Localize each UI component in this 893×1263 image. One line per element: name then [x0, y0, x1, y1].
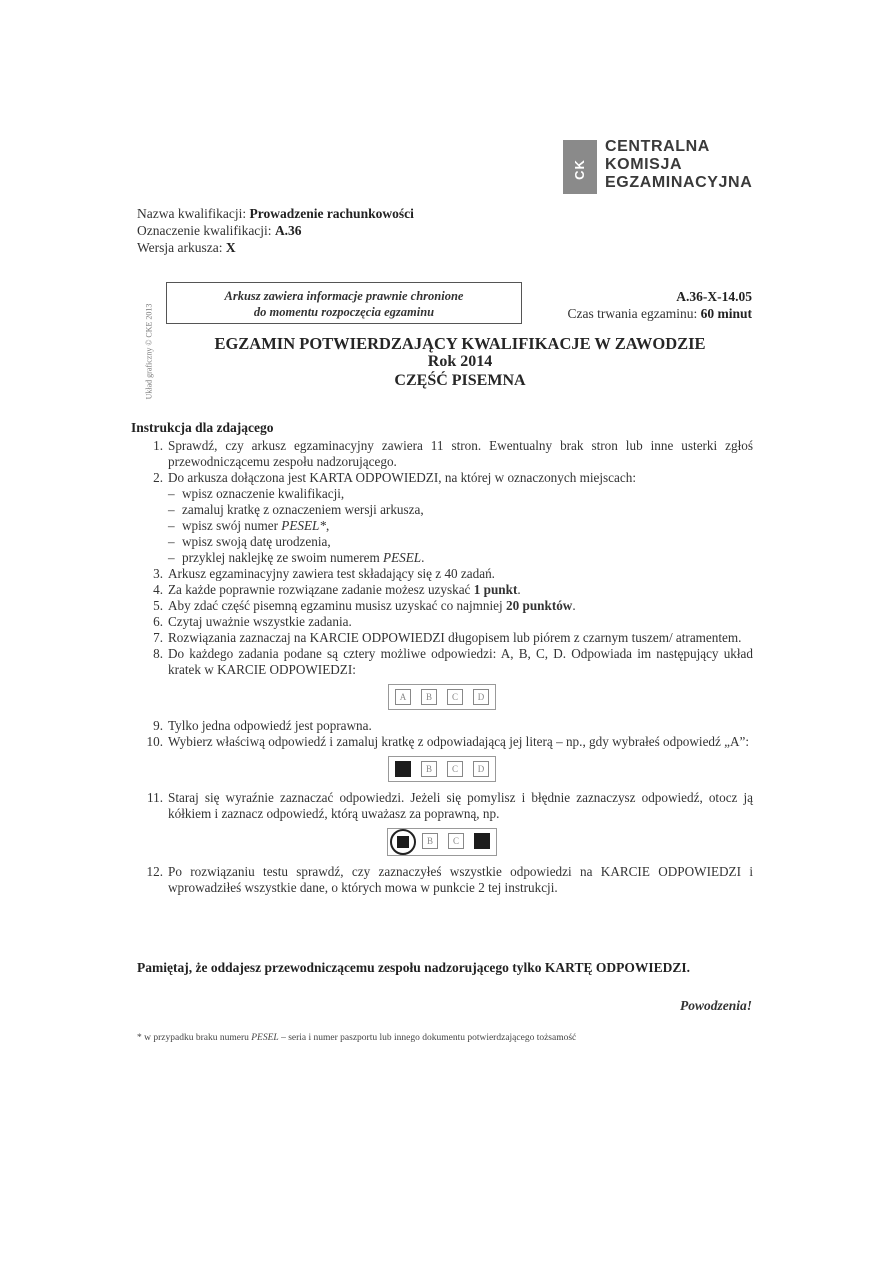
instruction-subitem: – przyklej naklejkę ze swoim numerem PESEL.	[168, 550, 425, 565]
instruction-item	[131, 614, 753, 630]
instructions-heading: Instrukcja dla zdającego	[131, 420, 274, 435]
instruction-subitem-text: zamaluj kratkę z oznaczeniem wersji arkusza,	[182, 502, 424, 517]
instruction-subitem: – wpisz oznaczenie kwalifikacji,	[168, 486, 345, 501]
cke-logo	[563, 138, 752, 194]
reminder-text: Pamiętaj, że oddajesz przewodniczącemu zespołu nadzorującego tylko KARTĘ ODPOWIEDZI.	[137, 960, 690, 975]
qualification-meta	[137, 205, 414, 256]
instruction-number: 1.	[153, 438, 163, 453]
punctuation: .	[421, 550, 425, 565]
exam-title	[150, 334, 770, 390]
answer-box-d: D	[473, 761, 489, 777]
instruction-text: Tylko jedna odpowiedź jest poprawna.	[168, 718, 372, 733]
exam-duration	[568, 305, 752, 322]
instruction-item	[131, 864, 753, 896]
instruction-subitem-text: wpisz swój numer	[182, 518, 282, 533]
answer-box-a-circled	[390, 829, 416, 855]
instruction-subitem-text: wpisz swoją datę urodzenia,	[182, 534, 331, 549]
cke-logo-mark	[563, 140, 597, 194]
logo-line-2: KOMISJA	[605, 156, 683, 173]
answer-grid-example-correction	[131, 828, 753, 856]
qualification-name	[137, 205, 414, 222]
instruction-number: 3.	[153, 566, 163, 581]
exam-title-line-1: EGZAMIN POTWIERDZAJĄCY KWALIFIKACJE W ZAWODZIE	[214, 334, 706, 353]
instruction-subitem-text: wpisz oznaczenie kwalifikacji,	[182, 486, 345, 501]
answer-box-d: D	[473, 689, 489, 705]
instruction-item	[131, 630, 753, 646]
instruction-number: 9.	[153, 718, 163, 733]
good-luck-text: Powodzenia!	[679, 998, 752, 1013]
logo-line-1: CENTRALNA	[605, 138, 710, 155]
sheet-version-value: X	[225, 240, 236, 255]
instruction-number: 8.	[153, 646, 163, 661]
instruction-item	[131, 470, 753, 486]
pesel-term: PESEL*	[281, 518, 326, 533]
instruction-text: Za każde poprawnie rozwiązane zadanie możesz uzyskać	[168, 582, 474, 597]
answer-grid-example-empty	[131, 684, 753, 710]
answer-box-c: C	[447, 761, 463, 777]
instruction-text: Aby zdać część pisemną egzaminu musisz uzyskać co najmniej	[168, 598, 506, 613]
punctuation: .	[572, 598, 576, 613]
instruction-subitem: – wpisz swoją datę urodzenia,	[168, 534, 331, 549]
answer-box-a-filled	[395, 761, 411, 777]
notice-line-2: do momentu rozpoczęcia egzaminu	[253, 305, 435, 319]
answer-box-d-filled	[474, 833, 490, 849]
answer-box-c: C	[448, 833, 464, 849]
qualification-code	[137, 222, 414, 239]
instruction-item	[131, 734, 753, 750]
instruction-text: Do arkusza dołączona jest KARTA ODPOWIEDZI, na której w oznaczonych miejscach:	[168, 470, 636, 485]
pesel-term: PESEL	[251, 1033, 279, 1043]
instruction-item	[131, 566, 753, 582]
instruction-item	[131, 438, 753, 470]
instruction-number: 7.	[153, 630, 163, 645]
logo-line-3: EGZAMINACYJNA	[605, 174, 753, 191]
punctuation: ,	[325, 518, 330, 533]
pesel-term: PESEL	[383, 550, 422, 565]
instruction-number: 10.	[146, 734, 163, 749]
instruction-item	[131, 598, 753, 614]
cke-logo-mark-text: CK	[571, 159, 587, 180]
notice-line-1: Arkusz zawiera informacje prawnie chronione	[224, 289, 464, 303]
instruction-item	[131, 646, 753, 678]
cke-logo-text	[605, 138, 752, 192]
qualification-code-label: Oznaczenie kwalifikacji:	[137, 223, 275, 238]
footnote-text-rest: – seria i numer paszportu lub innego dokumentu potwierdzającego tożsamość	[278, 1033, 577, 1043]
exam-title-part: CZĘŚĆ PISEMNA	[394, 372, 526, 389]
exam-code-block	[568, 288, 752, 322]
answer-grid-example-a-marked	[131, 756, 753, 782]
instruction-text: Sprawdź, czy arkusz egzaminacyjny zawiera 11 stron. Ewentualny brak stron lub inne usterki zgłoś przewodniczącemu zespołu nadzorującego.	[168, 438, 753, 469]
instruction-number: 11.	[147, 790, 163, 805]
confidential-notice	[166, 282, 522, 324]
instructions	[131, 420, 753, 896]
instruction-subitem: – wpisz swój numer PESEL*,	[168, 518, 330, 533]
qualification-name-value: Prowadzenie rachunkowości	[249, 206, 414, 221]
instruction-number: 5.	[153, 598, 163, 613]
answer-box-c: C	[447, 689, 463, 705]
points-value: 1 punkt	[473, 582, 518, 597]
instruction-item	[131, 790, 753, 822]
answer-box-b: B	[421, 689, 437, 705]
instruction-number: 4.	[153, 582, 163, 597]
answer-box-b: B	[422, 833, 438, 849]
exam-duration-value: 60 minut	[700, 306, 752, 321]
instruction-text: Czytaj uważnie wszystkie zadania.	[168, 614, 352, 629]
instruction-item	[131, 718, 753, 734]
instruction-number: 2.	[153, 470, 163, 485]
exam-code: A.36-X-14.05	[676, 289, 752, 304]
sheet-version-label: Wersja arkusza:	[137, 240, 226, 255]
instruction-item	[131, 582, 753, 598]
instruction-text: Arkusz egzaminacyjny zawiera test składający się z 40 zadań.	[168, 566, 495, 581]
exam-duration-label: Czas trwania egzaminu:	[567, 306, 701, 321]
instruction-number: 6.	[153, 614, 163, 629]
punctuation: .	[517, 582, 521, 597]
instruction-text: Do każdego zadania podane są cztery możliwe odpowiedzi: A, B, C, D. Odpowiada im następujący układ kratek w KARCIE ODPOWIEDZI:	[168, 646, 753, 677]
instruction-subitem-text: przyklej naklejkę ze swoim numerem	[182, 550, 384, 565]
instruction-text: Wybierz właściwą odpowiedź i zamaluj kratkę z odpowiadającą jej literą – np., gdy wybrałeś odpowiedź „A”:	[168, 734, 750, 749]
qualification-code-value: A.36	[274, 223, 302, 238]
instruction-number: 12.	[146, 864, 163, 879]
instruction-text: Rozwiązania zaznaczaj na KARCIE ODPOWIEDZI długopisem lub piórem z czarnym tuszem/ atramentem.	[168, 630, 742, 645]
footnote	[137, 1033, 576, 1043]
instruction-text: Po rozwiązaniu testu sprawdź, czy zaznaczyłeś wszystkie odpowiedzi na KARCIE ODPOWIEDZI i wprowadziłeś wszystkie dane, o których mowa w punkcie 2 tej instrukcji.	[168, 864, 753, 895]
sheet-version	[137, 239, 414, 256]
qualification-name-label: Nazwa kwalifikacji:	[137, 206, 250, 221]
instruction-subitem: – zamaluj kratkę z oznaczeniem wersji arkusza,	[168, 502, 424, 517]
answer-box-b: B	[421, 761, 437, 777]
answer-box-a: A	[395, 689, 411, 705]
footnote-text: * w przypadku braku numeru	[137, 1033, 252, 1043]
pass-threshold: 20 punktów	[506, 598, 573, 613]
instruction-text: Staraj się wyraźnie zaznaczać odpowiedzi. Jeżeli się pomylisz i błędnie zaznaczysz odpowiedź, otocz ją kółkiem i zaznacz odpowiedź, którą uważasz za poprawną, np.	[168, 790, 753, 821]
side-credit-text: Układ graficzny © CKE 2013	[144, 303, 154, 400]
exam-title-year: Rok 2014	[427, 353, 493, 370]
